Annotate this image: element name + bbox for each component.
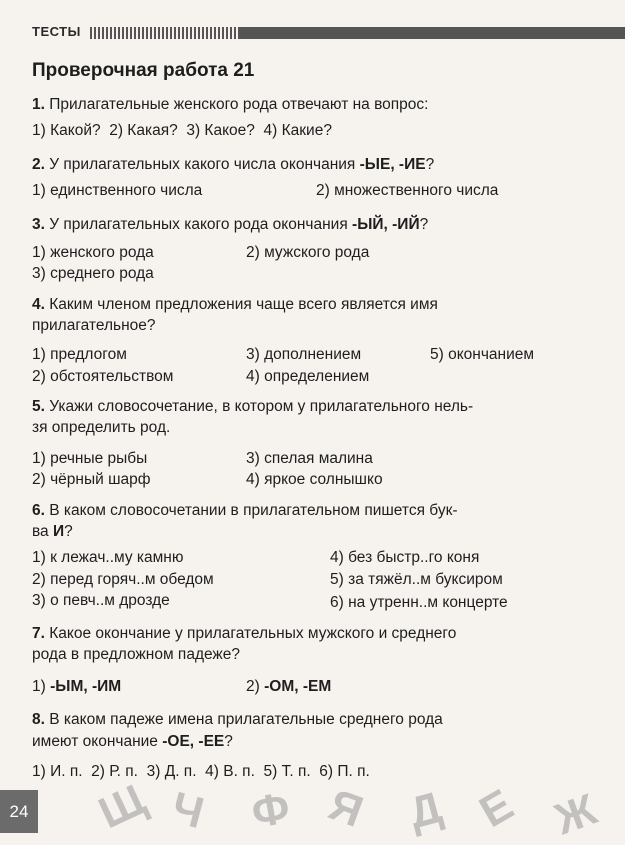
question-text: ва (32, 523, 49, 540)
option: 3) Д. п. (146, 763, 197, 780)
option: 2) перед горяч..м обедом (32, 571, 214, 588)
header-label: ТЕСТЫ (32, 24, 89, 39)
question-number: 4. (32, 296, 45, 313)
question-text-cont: рода в предложном падеже? (32, 646, 241, 663)
option-number: 2) (246, 678, 260, 695)
question-text-cont: прилагательное? (32, 317, 156, 334)
option-text: -ЫМ, -ИМ (50, 678, 122, 695)
question-text: Какое окончание у прилагательных мужского и среднего (49, 625, 457, 642)
question-text: Каким членом предложения чаще всего является имя (49, 296, 438, 313)
question-1 (32, 96, 428, 114)
option: 6) П. п. (319, 763, 370, 780)
question-number: 1. (32, 96, 45, 113)
question-4 (32, 296, 438, 314)
option: 3) дополнением (246, 346, 362, 363)
option (32, 678, 121, 696)
question-number: 5. (32, 398, 45, 415)
option: 1) речные рыбы (32, 450, 148, 467)
option: 5) за тяжёл..м буксиром (330, 571, 503, 588)
question-8-options (32, 763, 370, 781)
option: 4) Какие? (263, 122, 332, 139)
question-ending: -ЫЙ, -ИЙ (352, 216, 420, 233)
question-text-cont: зя определить род. (32, 419, 171, 436)
option: 1) женского рода (32, 244, 154, 261)
option: 2) обстоятельством (32, 368, 174, 385)
question-mark: ? (419, 216, 429, 233)
option: 1) И. п. (32, 763, 83, 780)
question-text: У прилагательных какого числа окончания (49, 156, 356, 173)
decor-letter: Ж (548, 784, 603, 845)
question-mark: ? (425, 156, 435, 173)
option: 1) к лежач..му камню (32, 549, 184, 566)
question-5 (32, 398, 473, 416)
decor-letter: Щ (91, 774, 153, 839)
option: 4) яркое солнышко (246, 471, 383, 488)
page-title: Проверочная работа 21 (32, 60, 255, 81)
decor-letter: Ф (247, 783, 294, 838)
question-text: В каком словосочетании в прилагательном пишется бук- (49, 502, 458, 519)
question-number: 2. (32, 156, 45, 173)
question-text: В каком падеже имена прилагательные среднего рода (49, 711, 443, 728)
question-3 (32, 216, 428, 234)
question-6 (32, 502, 458, 520)
option: 1) Какой? (32, 122, 101, 139)
option-text: -ОМ, -ЕМ (264, 678, 332, 695)
question-text-cont (32, 733, 233, 751)
question-number: 7. (32, 625, 45, 642)
option: 5) Т. п. (263, 763, 311, 780)
option: 2) множественного числа (316, 182, 499, 199)
question-mark: ? (224, 733, 233, 750)
question-7 (32, 625, 456, 643)
decor-letter: Ч (166, 782, 209, 839)
question-ending: -ОЕ, -ЕЕ (162, 733, 225, 750)
option: 1) предлогом (32, 346, 127, 363)
option: 2) Р. п. (91, 763, 138, 780)
option-number: 1) (32, 678, 46, 695)
option: 3) Какое? (186, 122, 255, 139)
decor-letter: Я (322, 780, 370, 837)
page-number: 24 (0, 790, 38, 833)
question-text: У прилагательных какого рода окончания (49, 216, 348, 233)
question-number: 8. (32, 711, 45, 728)
option: 4) В. п. (205, 763, 255, 780)
option: 2) Какая? (109, 122, 178, 139)
option: 5) окончанием (430, 346, 535, 363)
question-number: 6. (32, 502, 45, 519)
option: 1) единственного числа (32, 182, 203, 199)
question-8 (32, 711, 443, 729)
decor-letter: Д (404, 782, 448, 839)
decor-letter: Е (471, 780, 522, 838)
question-number: 3. (32, 216, 45, 233)
option (246, 678, 331, 696)
option: 2) чёрный шарф (32, 471, 151, 488)
option: 4) определением (246, 368, 370, 385)
question-text: Прилагательные женского рода отвечают на вопрос: (49, 96, 429, 113)
question-mark: ? (64, 523, 73, 540)
option: 4) без быстр..го коня (330, 549, 480, 566)
option: 3) спелая малина (246, 450, 373, 467)
option: 3) среднего рода (32, 265, 154, 282)
question-1-options (32, 122, 332, 140)
option: 2) мужского рода (246, 244, 370, 261)
question-letter: И (53, 523, 65, 540)
question-text: Укажи словосочетание, в котором у прилагательного нель- (49, 398, 474, 415)
option: 3) о певч..м дрозде (32, 592, 170, 609)
question-ending: -ЫЕ, -ИЕ (359, 156, 426, 173)
option: 6) на утренн..м концерте (330, 594, 508, 611)
header-bar (240, 27, 625, 39)
question-text-cont (32, 523, 73, 541)
question-2 (32, 156, 434, 174)
question-text: имеют окончание (32, 733, 158, 750)
